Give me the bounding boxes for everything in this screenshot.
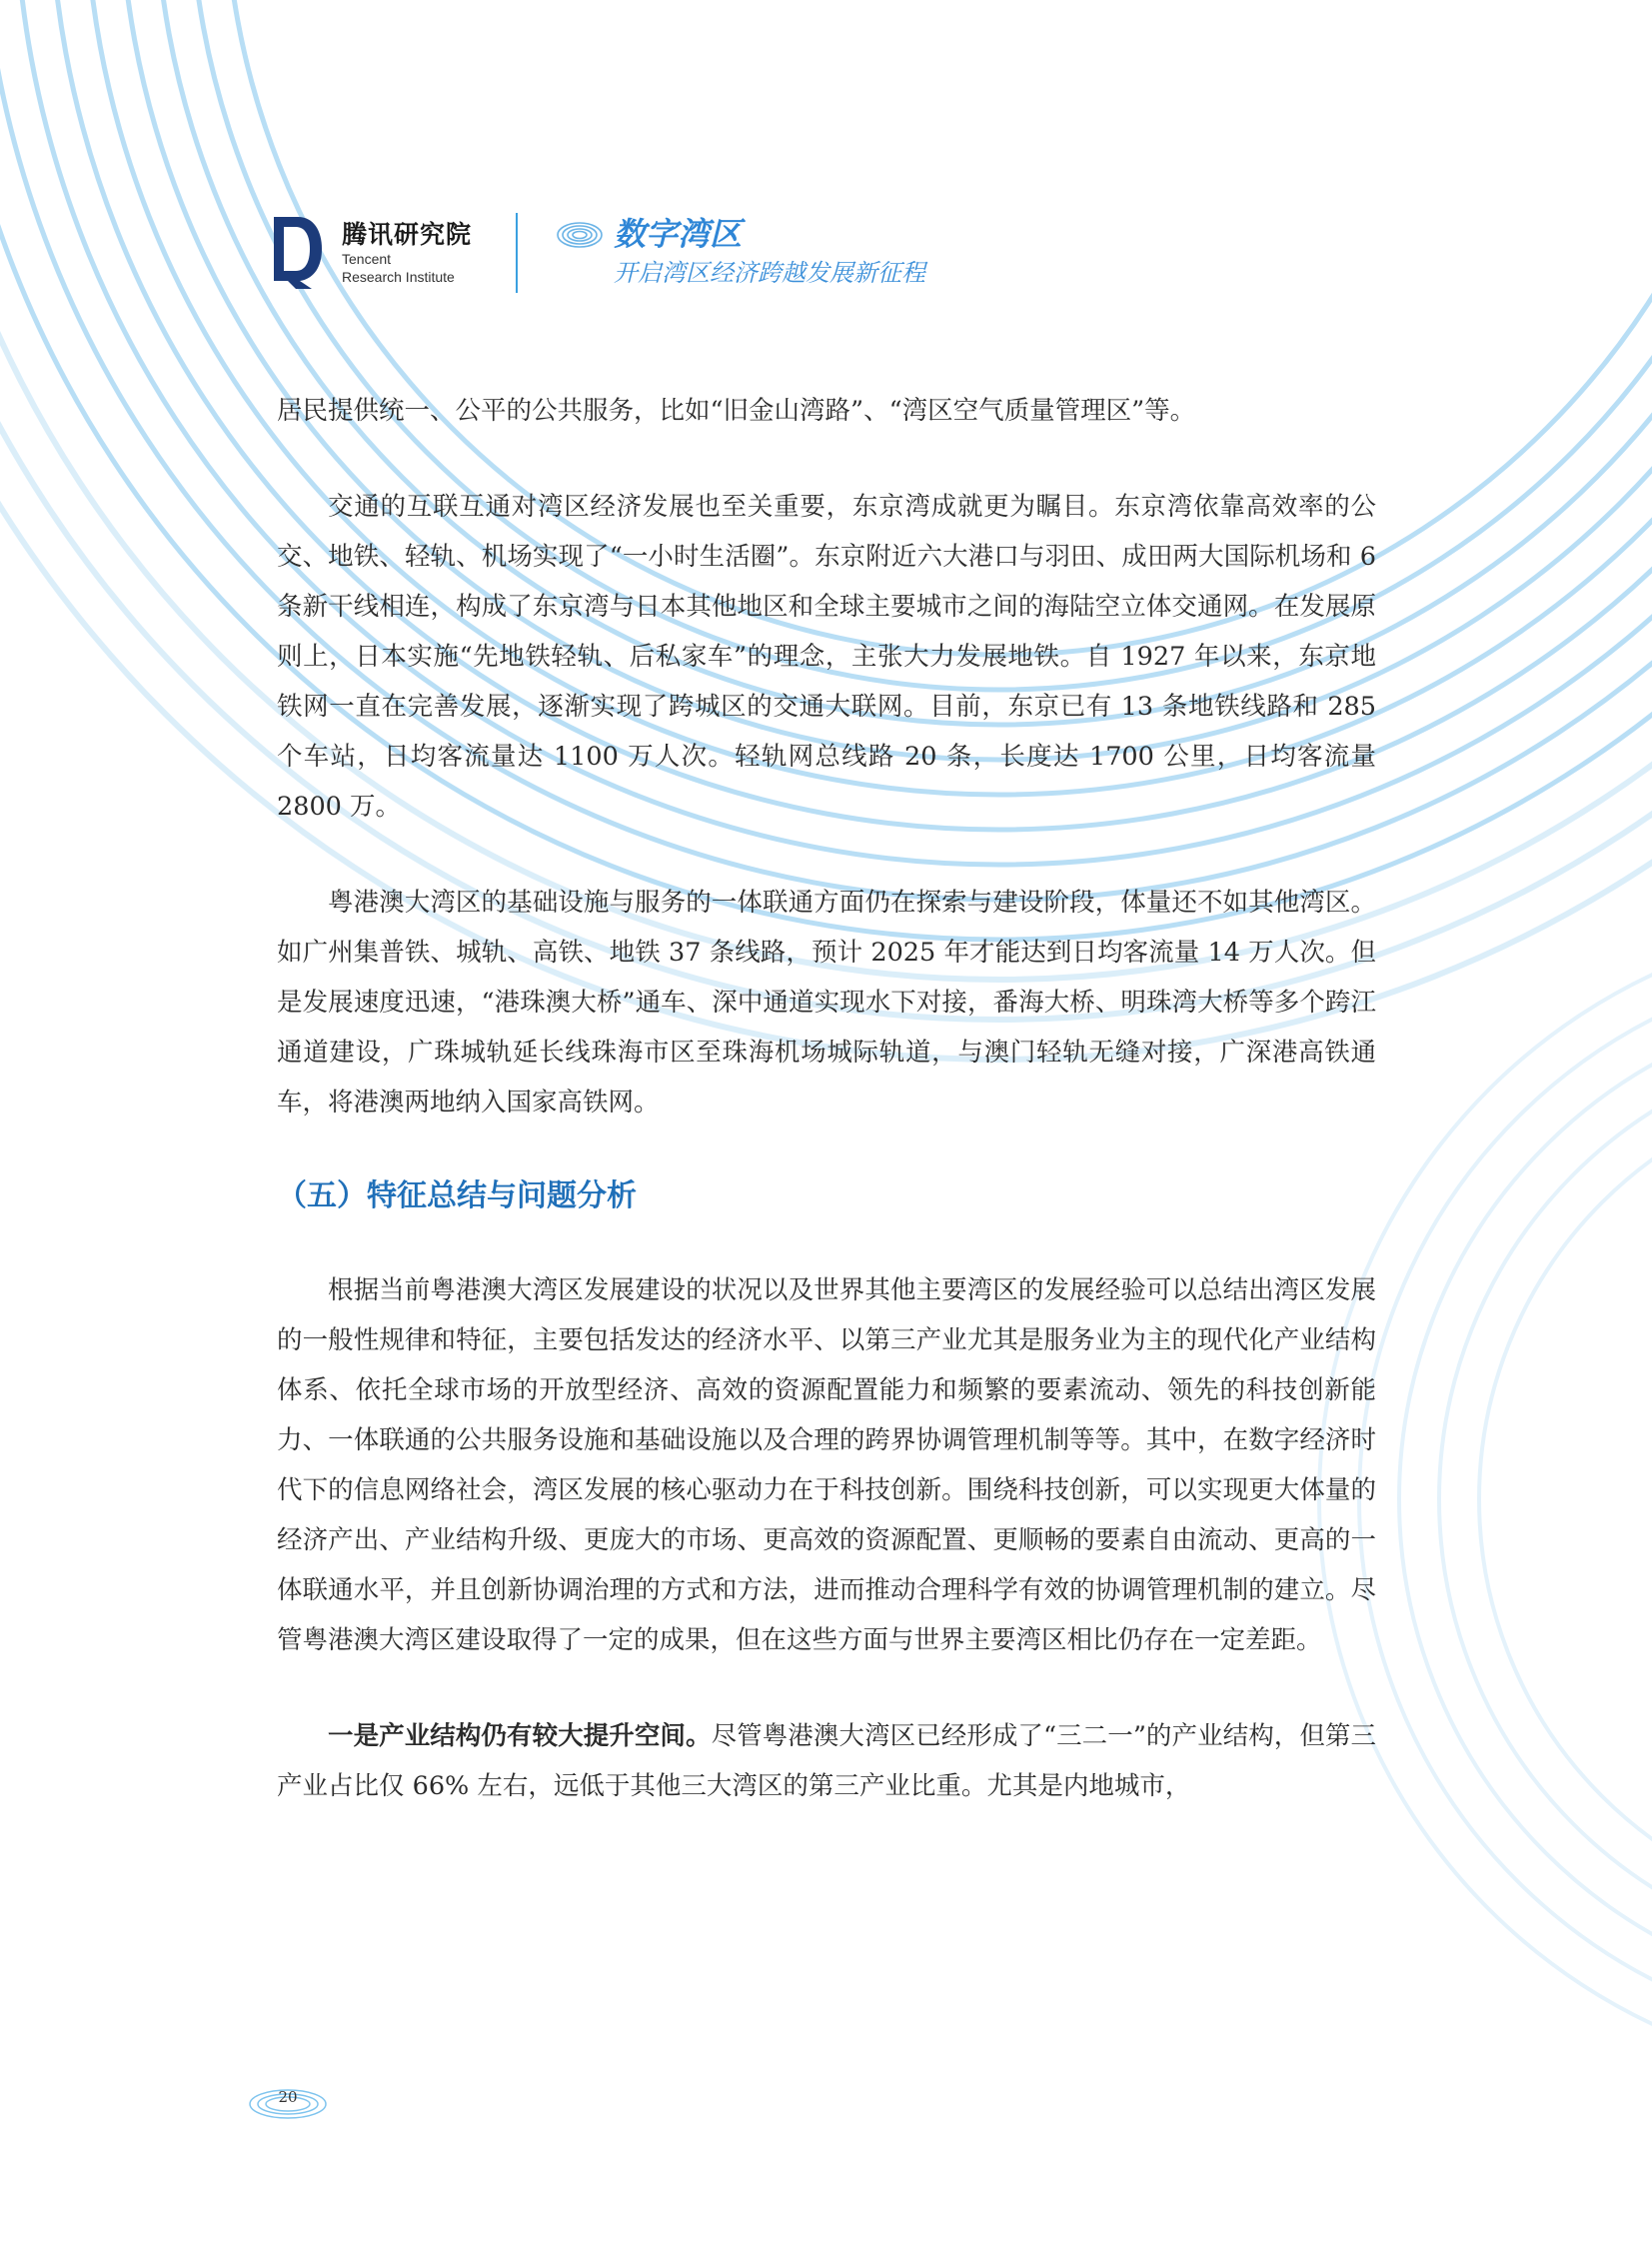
page-header [268, 205, 1067, 295]
paragraph-4: 根据当前粤港澳大湾区发展建设的状况以及世界其他主要湾区的发展经验可以总结出湾区发展的一般性规律和特征，主要包括发达的经济水平、以第三产业尤其是服务业为主的现代化产业结构体系、依托全球市场的开放型经济、高效的资源配置能力和频繁的要素流动、领先的科技创新能力、一体联通的公共服务设施和基础设施以及合理的跨界协调管理机制等等。其中，在数字经济时代下的信息网络社会，湾区发展的核心驱动力在于科技创新。围绕科技创新，可以实现更大体量的经济产出、产业结构升级、更庞大的市场、更高效的资源配置、更顺畅的要素自由流动、更高的一体联通水平，并且创新协调治理的方式和方法，进而推动合理科学有效的协调管理机制的建立。尽管粤港澳大湾区建设取得了一定的成果，但在这些方面与世界主要湾区相比仍存在一定差距。 [277, 1275, 1376, 1655]
brand-name-cn: 腾讯研究院 [342, 220, 473, 249]
paragraph-5-lead: 一是产业结构仍有较大提升空间。 [328, 1721, 712, 1751]
brand-name-en-line2: Research Institute [342, 269, 455, 285]
page-number-text: 20 [278, 2088, 298, 2106]
paragraph-2: 交通的互联互通对湾区经济发展也至关重要，东京湾成就更为瞩目。东京湾依靠高效率的公交、地铁、轻轨、机场实现了“一小时生活圈”。东京附近六大港口与羽田、成田两大国际机场和 6 条新干线相连，构成了东京湾与日本其他地区和全球主要城市之间的海陆空立体交通网。在发展原则上，日本实施“先地铁轻轨、后私家车”的理念，主张大力发展地铁。自 1927 年以来，东京地铁网一直在完善发展，逐渐实现了跨城区的交通大联网。目前，东京已有 13 条地铁线路和 285 个车站，日均客流量达 1100 万人次。轻轨网总线路 20 条，长度达 1700 公里，日均客流量 2800 万。 [277, 492, 1377, 822]
paragraph-5-text: 尽管粤港澳大湾区已经形成了“三二一”的产业结构，但第三产业占比仅 66% 左右，远低于其他三大湾区的第三产业比重。尤其是内地城市， [277, 1721, 1376, 1801]
section-heading: （五）特征总结与问题分析 [277, 1178, 637, 1213]
paragraph-5 [277, 1711, 1376, 1811]
publication-title: 数字湾区 [614, 215, 743, 253]
wave-swirl-icon [554, 211, 614, 271]
tencent-research-logo-icon [268, 213, 326, 291]
paragraph-1: 居民提供统一、公平的公共服务，比如“旧金山湾路”、“湾区空气质量管理区”等。 [277, 396, 1196, 426]
brand-name-en-line1: Tencent [342, 251, 392, 267]
paragraph-3: 粤港澳大湾区的基础设施与服务的一体联通方面仍在探索与建设阶段，体量还不如其他湾区。如广州集普铁、城轨、高铁、地铁 37 条线路，预计 2025 年才能达到日均客流量 14 万人次。但是发展速度迅速，“港珠澳大桥”通车、深中通道实现水下对接，番海大桥、明珠湾大桥等多个跨江通道建设，广珠城轨延长线珠海市区至珠海机场城际轨道，与澳门轻轨无缝对接，广深港高铁通车，将港澳两地纳入国家高铁网。 [277, 888, 1376, 1118]
header-divider [516, 213, 518, 293]
main-content [277, 386, 1376, 1811]
page-number [248, 2084, 328, 2124]
publication-subtitle: 开启湾区经济跨越发展新征程 [614, 259, 925, 287]
